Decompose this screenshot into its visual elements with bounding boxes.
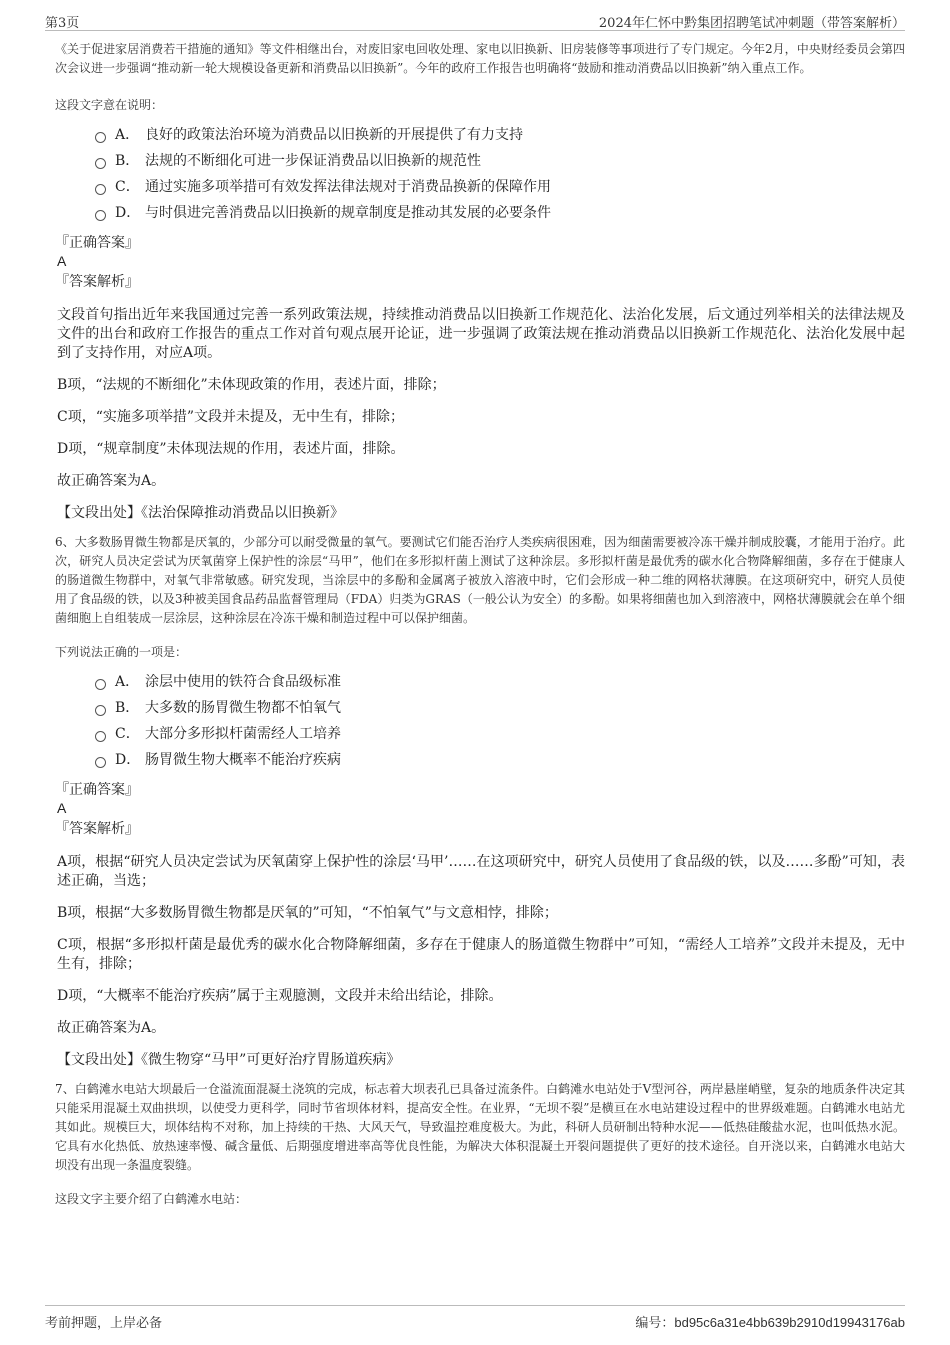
- page-number: 第3页: [45, 16, 80, 31]
- q6-option-b[interactable]: B． 大多数的肠胃微生物都不怕氧气: [95, 695, 905, 721]
- q6-correct-label: 『正确答案』: [55, 782, 139, 798]
- q5-analysis-b: B项，“法规的不断细化”未体现政策的作用，表述片面，排除；: [57, 377, 446, 393]
- q6-option-a[interactable]: A． 涂层中使用的铁符合食品级标准: [95, 669, 905, 695]
- q5-prompt: 这段文字意在说明：: [55, 98, 164, 112]
- radio-icon[interactable]: [95, 184, 106, 195]
- radio-icon[interactable]: [95, 705, 106, 716]
- q6-source: 【文段出处】《微生物穿“马甲”可更好治疗胃肠道疾病》: [57, 1052, 401, 1068]
- radio-icon[interactable]: [95, 731, 106, 742]
- q5-passage: 《关于促进家居消费若干措施的通知》等文件相继出台，对废旧家电回收处理、家电以旧换新、旧房装修等事项进行了专门规定。今年2月，中央财经委员会第四次会议进一步强调“推动新一轮大规模设备更新和消费品以旧换新”。今年的政府工作报告也明确将“鼓励和推动消费品以旧换新”纳入重点工作。: [55, 42, 905, 75]
- q7-prompt: 这段文字主要介绍了白鹤滩水电站：: [55, 1192, 248, 1206]
- page-content: [55, 40, 905, 1207]
- q6-prompt: 下列说法正确的一项是：: [55, 645, 188, 659]
- q5-option-b[interactable]: B． 法规的不断细化可进一步保证消费品以旧换新的规范性: [95, 148, 905, 174]
- q6-option-c[interactable]: C． 大部分多形拟杆菌需经人工培养: [95, 721, 905, 747]
- q7-passage: 7、白鹤滩水电站大坝最后一仓溢流面混凝土浇筑的完成，标志着大坝表孔已具备过流条件。白鹤滩水电站处于V型河谷，两岸悬崖峭壁，复杂的地质条件决定其只能采用混凝土双曲拱坝，以使受力更科学，同时节省坝体材料，提高安全性。在业界，“无坝不裂”是横亘在水电站建设过程中的世界级难题。白鹤滩水电站尤其如此。规模巨大，坝体结构不对称，加上持续的干热、大风天气，导致温控难度极大。为此，科研人员研制出特种水泥——低热硅酸盐水泥，也叫低热水泥。它具有水化热低、放热速率慢、碱含量低、后期强度增进率高等优良性能，为解决大体积混凝土开裂问题提供了更好的技术途径。自开浇以来，白鹤滩水电站大坝没有出现一条温度裂缝。: [55, 1082, 905, 1172]
- q5-analysis-conclusion: 故正确答案为A。: [57, 473, 166, 489]
- q5-correct-label: 『正确答案』: [55, 235, 139, 251]
- page-header: [45, 8, 905, 31]
- q5-analysis-label: 『答案解析』: [55, 274, 139, 290]
- document-id: 编号：bd95c6a31e4bb639b2910d19943176ab: [635, 1315, 905, 1330]
- q6-correct-answer: A: [57, 800, 67, 816]
- q6-option-d[interactable]: D． 肠胃微生物大概率不能治疗疾病: [95, 747, 905, 773]
- radio-icon[interactable]: [95, 679, 106, 690]
- q6-analysis-label: 『答案解析』: [55, 821, 139, 837]
- q6-analysis-a: A项，根据“研究人员决定尝试为厌氧菌穿上保护性的涂层‘马甲’……在这项研究中，研究人员使用了食品级的铁，以及……多酚”可知，表述正确，当选；: [57, 854, 905, 889]
- q6-analysis-c: C项，根据“多形拟杆菌是最优秀的碳水化合物降解细菌，多存在于健康人的肠道微生物群中”可知，“需经人工培养”文段并未提及，无中生有，排除；: [57, 937, 905, 972]
- q5-options: [55, 122, 905, 226]
- page-footer: [45, 1305, 905, 1332]
- radio-icon[interactable]: [95, 158, 106, 169]
- q5-option-d[interactable]: D． 与时俱进完善消费品以旧换新的规章制度是推动其发展的必要条件: [95, 200, 905, 226]
- q5-analysis-main: 文段首句指出近年来我国通过完善一系列政策法规，持续推动消费品以旧换新工作规范化、法治化发展，后文通过列举相关的法律法规及文件的出台和政府工作报告的重点工作对首句观点展开论证，进一步强调了政策法规在推动消费品以旧换新工作规范化、法治化发展中起到了支持作用，对应A项。: [57, 307, 905, 361]
- radio-icon[interactable]: [95, 757, 106, 768]
- q5-option-c[interactable]: C． 通过实施多项举措可有效发挥法律法规对于消费品换新的保障作用: [95, 174, 905, 200]
- radio-icon[interactable]: [95, 132, 106, 143]
- q6-options: [55, 669, 905, 773]
- radio-icon[interactable]: [95, 210, 106, 221]
- q6-analysis-conclusion: 故正确答案为A。: [57, 1020, 166, 1036]
- footer-slogan: 考前押题，上岸必备: [45, 1316, 163, 1331]
- q5-analysis-d: D项，“规章制度”未体现法规的作用，表述片面，排除。: [57, 441, 405, 457]
- q6-analysis-d: D项，“大概率不能治疗疾病”属于主观臆测，文段并未给出结论，排除。: [57, 988, 503, 1004]
- q5-option-a[interactable]: A． 良好的政策法治环境为消费品以旧换新的开展提供了有力支持: [95, 122, 905, 148]
- q5-analysis-c: C项，“实施多项举措”文段并未提及，无中生有，排除；: [57, 409, 405, 425]
- q6-passage: 6、大多数肠胃微生物都是厌氧的，少部分可以耐受微量的氧气。要测试它们能否治疗人类疾病很困难，因为细菌需要被冷冻干燥并制成胶囊，才能用于治疗。此次，研究人员决定尝试为厌氧菌穿上保护性的涂层“马甲”，他们在多形拟杆菌上测试了这种涂层。多形拟杆菌是最优秀的碳水化合物降解细菌，多存在于健康人的肠道微生物群中，对氧气非常敏感。研究发现，当涂层中的多酚和金属离子被放入溶液中时，它们会形成一种二维的网格状薄膜。在这项研究中，研究人员使用了食品级的铁，以及3种被美国食品药品监督管理局（FDA）归类为GRAS（一般公认为安全）的多酚。如果将细菌也加入到溶液中，网格状薄膜就会在单个细菌细胞上自组装成一层涂层，这种涂层在冷冻干燥和制造过程中可以保护细菌。: [55, 535, 905, 625]
- document-title: 2024年仁怀中黔集团招聘笔试冲刺题（带答案解析）: [598, 16, 905, 31]
- q5-correct-answer: A: [57, 253, 67, 269]
- q6-analysis-b: B项，根据“大多数肠胃微生物都是厌氧的”可知，“不怕氧气”与文意相悖，排除；: [57, 905, 558, 921]
- q5-source: 【文段出处】《法治保障推动消费品以旧换新》: [57, 505, 344, 521]
